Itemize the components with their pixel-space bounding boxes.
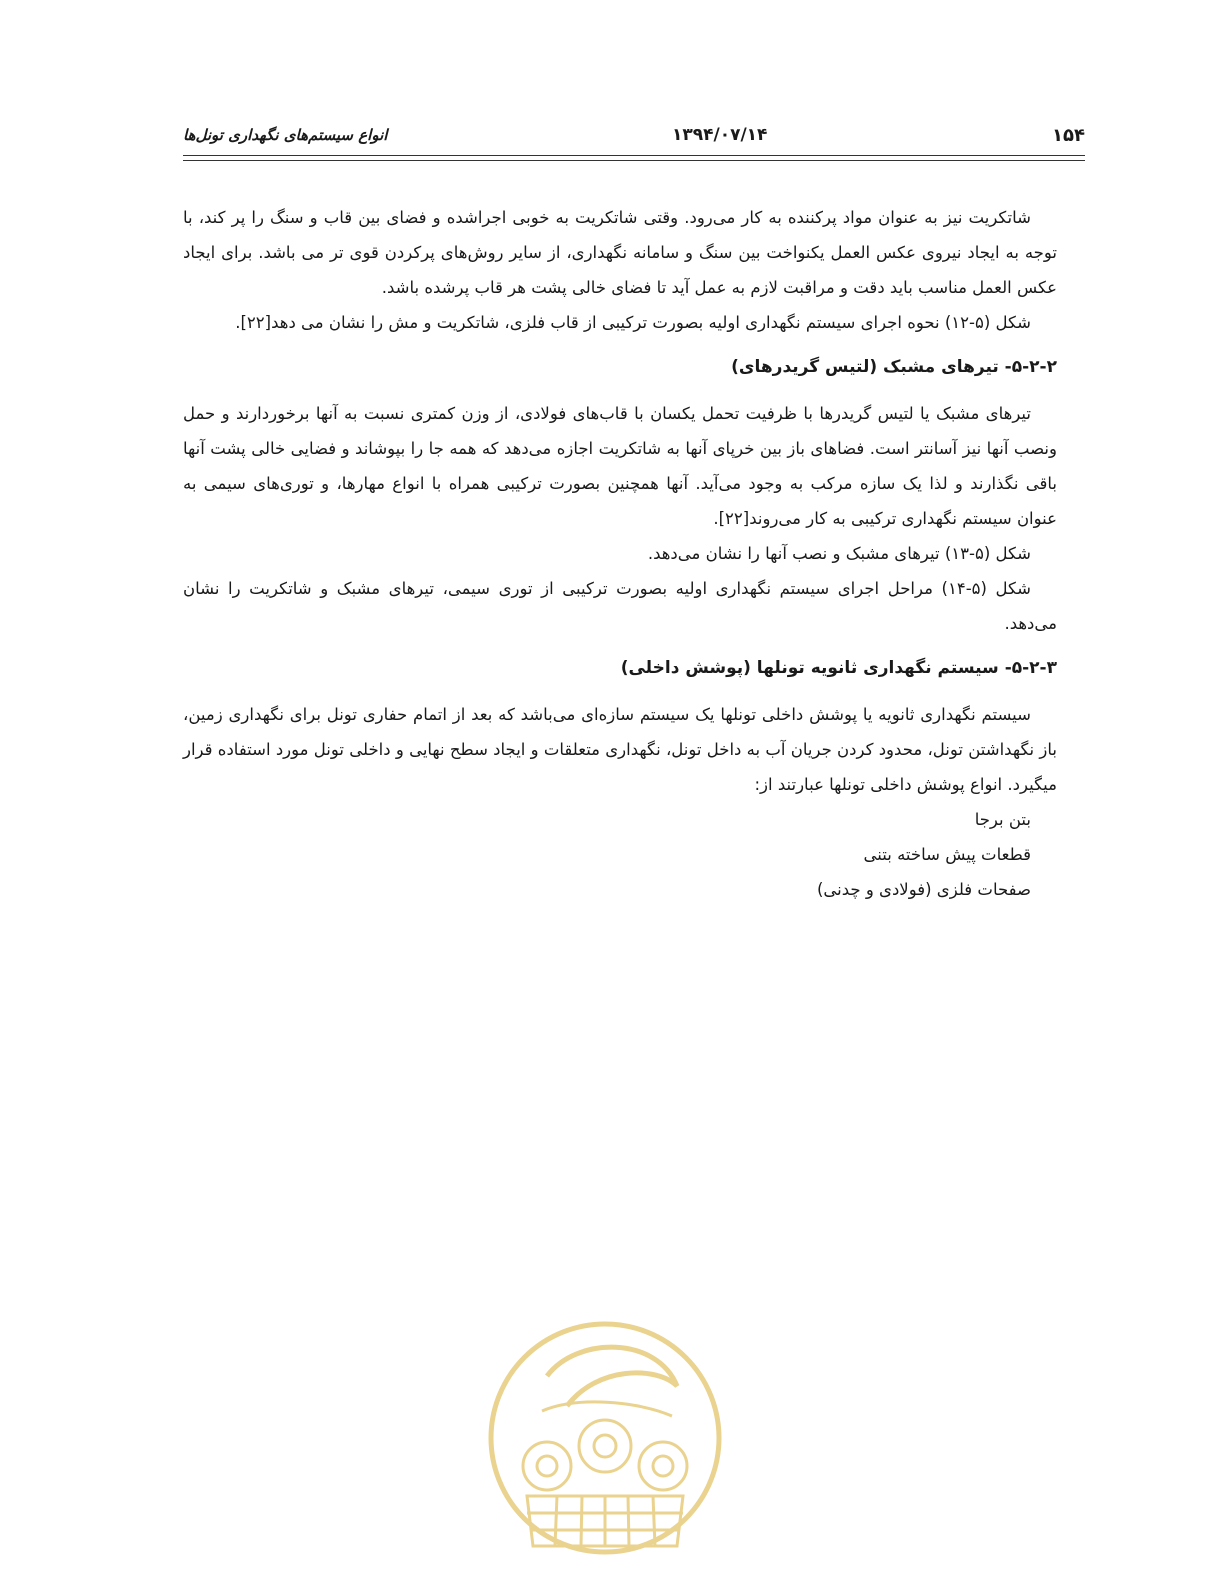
paragraph: شاتکریت نیز به عنوان مواد پرکننده به کار می‌رود. وقتی شاتکریت به خوبی اجراشده و فضای بین قاب و سنگ را پر کند، با توجه به ایجاد نیروی عکس العمل یکنواخت بین سنگ و سامانه نگهداری، از سایر روش‌های پرکردن قوی تر می باشد. برای ایجاد عکس العمل مناسب باید دقت و مراقبت لازم به عمل آید تا فضای خالی پشت هر قاب پرشده باشد. — [183, 208, 1057, 297]
header-rule-top — [183, 155, 1085, 156]
page-header — [183, 118, 1085, 152]
paragraph: شکل (۵-۱۴) مراحل اجرای سیستم نگهداری اولیه بصورت ترکیبی از توری سیمی، تیرهای مشبک و شاتکریت را نشان می‌دهد. — [183, 579, 1057, 633]
list-item: صفحات فلزی (فولادی و چدنی) — [816, 880, 1031, 899]
list-item: قطعات پیش ساخته بتنی — [863, 845, 1031, 864]
lining-types-list — [183, 802, 1057, 907]
paragraph: شکل (۵-۱۳) تیرهای مشبک و نصب آنها را نشان می‌دهد. — [647, 544, 1031, 563]
paragraph: سیستم نگهداری ثانویه یا پوشش داخلی تونلها یک سیستم سازه‌ای می‌باشد که بعد از اتمام حفاری تونل برای نگهداری زمین، باز نگهداشتن تونل، محدود کردن جریان آب به داخل تونل، نگهداری متعلقات و ایجاد سطح نهایی و داخلی تونل مورد استفاده قرار میگیرد. انواع پوشش داخلی تونلها عبارتند از: — [183, 705, 1057, 794]
body-text — [183, 200, 1057, 907]
page-number: ۱۵۴ — [1052, 124, 1085, 146]
paragraph: تیرهای مشبک یا لتیس گریدرها با ظرفیت تحمل یکسان با قاب‌های فولادی، از وزن کمتری نسبت به آنها برخوردارند و حمل ونصب آنها نیز آسانتر است. فضاهای باز بین خرپای آنها به شاتکریت اجازه می‌دهد که همه جا را بپوشاند و فضایی خالی پشت آنها باقی نگذارند و لذا یک سازه مرکب به وجود می‌آید. آنها همچنین بصورت ترکیبی همراه با انواع مهارها، و توری‌های سیمی به عنوان سیستم نگهداری ترکیبی به کار می‌روند[۲۲]. — [183, 404, 1057, 528]
header-date: ۱۳۹۴/۰۷/۱۴ — [672, 125, 768, 145]
list-item: بتن برجا — [974, 810, 1031, 829]
header-rule-bottom — [183, 160, 1085, 161]
section-heading: ۵-۲-۳- سیستم نگهداری ثانویه تونلها (پوشش داخلی) — [620, 658, 1057, 678]
paragraph: شکل (۵-۱۲) نحوه اجرای سیستم نگهداری اولیه بصورت ترکیبی از قاب فلزی، شاتکریت و مش را نشان می دهد[۲۲]. — [235, 313, 1031, 332]
logo-seal-icon — [487, 1316, 723, 1584]
running-title: انواع سیستم‌های نگهداری تونل‌ها — [183, 126, 388, 144]
section-heading: ۵-۲-۲- تیرهای مشبک (لتیس گریدرهای) — [731, 357, 1057, 377]
